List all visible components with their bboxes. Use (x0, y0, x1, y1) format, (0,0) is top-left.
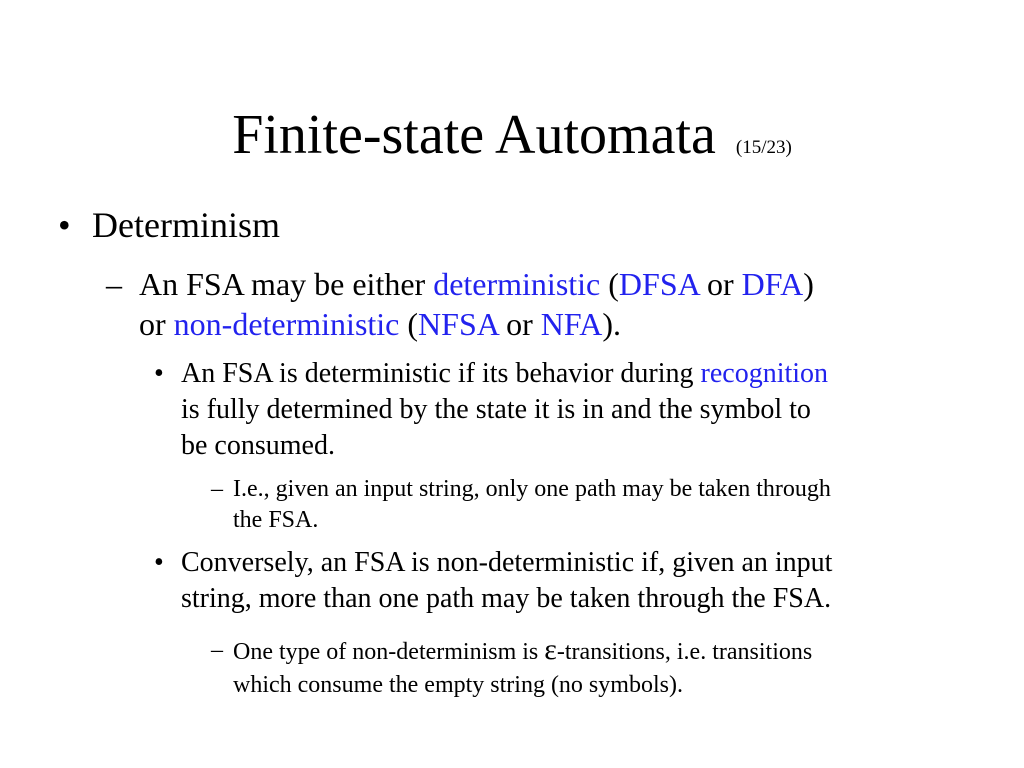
bullet-dot: • (58, 205, 71, 245)
bullet-dash: – (211, 637, 223, 663)
text-segment: or (498, 306, 541, 342)
slide-title (0, 100, 1024, 183)
text-segment: -transitions, i.e. transitions (556, 639, 813, 665)
text-segment: ( (399, 306, 419, 342)
bullet-ie-line2: the FSA. (233, 507, 319, 533)
text-segment: ). (602, 306, 622, 342)
title-text: Finite-state Automata (232, 104, 716, 166)
bullet-text: Determinism (92, 205, 280, 245)
term-recognition: recognition (700, 358, 829, 389)
bullet-deterministic-def-line3: be consumed. (181, 430, 335, 461)
term-dfa: DFA (741, 266, 804, 302)
bullet-dash: – (211, 476, 223, 502)
bullet-deterministic-def-line2: is fully determined by the state it is in and the symbol to (181, 394, 811, 425)
bullet-fsa-types-line2 (139, 306, 621, 342)
text-segment: An FSA may be either (139, 266, 434, 302)
term-nfsa: NFSA (418, 306, 499, 342)
term-dfsa: DFSA (618, 266, 699, 302)
slide-counter: (15/23) (735, 137, 792, 158)
bullet-determinism (92, 204, 280, 246)
text-segment: ) (803, 266, 814, 302)
bullet-dash: – (106, 266, 122, 302)
text-segment: or (698, 266, 742, 302)
bullet-ie-line1: I.e., given an input string, only one path may be taken through (233, 476, 831, 502)
text-segment: or (139, 306, 174, 342)
term-deterministic: deterministic (433, 266, 601, 302)
bullet-fsa-types-line1 (139, 266, 814, 302)
bullet-deterministic-def-line1 (181, 357, 828, 390)
text-segment: An FSA is deterministic if its behavior during (181, 358, 701, 389)
bullet-dot: • (154, 358, 164, 389)
text-segment: One type of non-determinism is (233, 639, 545, 665)
text-segment: ( (600, 266, 619, 302)
term-non-deterministic: non-deterministic (173, 306, 400, 342)
term-nfa: NFA (540, 306, 603, 342)
bullet-epsilon-line1 (233, 634, 812, 668)
bullet-conversely-line2: string, more than one path may be taken through the FSA. (181, 583, 832, 614)
bullet-epsilon-line2: which consume the empty string (no symbols). (233, 672, 683, 698)
bullet-dot: • (154, 547, 164, 578)
epsilon-symbol: ε (544, 633, 557, 666)
bullet-conversely-line1: Conversely, an FSA is non-deterministic if, given an input (181, 547, 833, 578)
